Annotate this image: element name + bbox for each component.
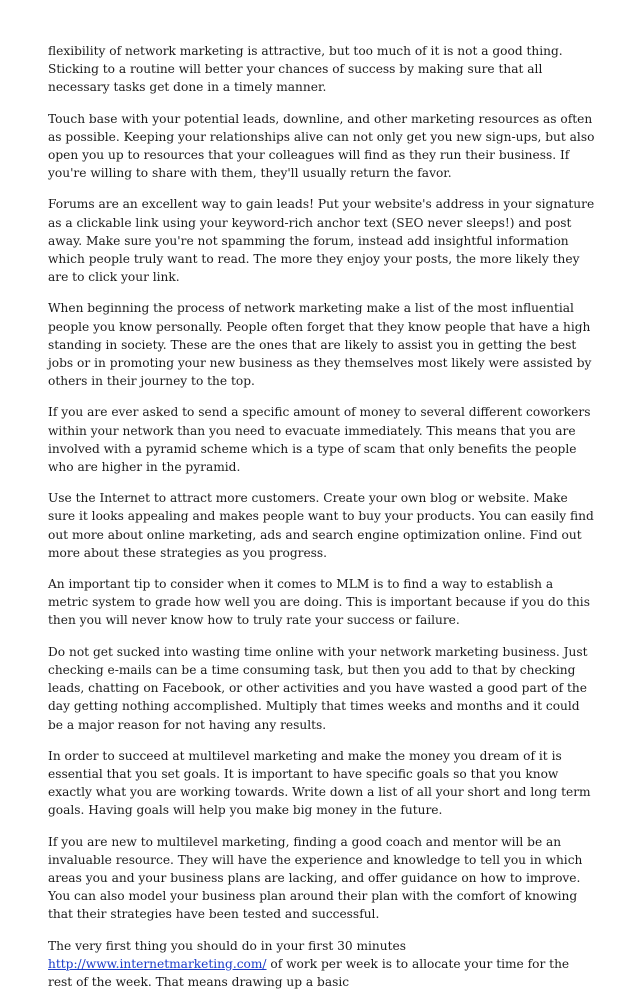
paragraph: Do not get sucked into wasting time online with your network marketing business. Just checking e-mails can be a time consuming task, but then you add to that by checking leads, chatting on Facebook, or other activities and you have wasted a good part of the day getting nothing accomplished. Multiply that times weeks and months and it could be a major reason for not having any results. <box>48 644 588 732</box>
last-paragraph-text-after-link: of work per week is to allocate your time for the rest of the week. That means drawing up a basic <box>48 956 570 989</box>
last-paragraph-text-before-link: The very first thing you should do in your first 30 minutes <box>48 938 406 953</box>
paragraph: Use the Internet to attract more customers. Create your own blog or website. Make sure it looks appealing and makes people want to buy your products. You can easily find out more about online marketing, ads and search engine optimization online. Find out more about these strategies as you progress. <box>48 491 594 560</box>
paragraph: Forums are an excellent way to gain leads! Put your website's address in your signature as a clickable link using your keyword-rich anchor text (SEO never sleeps!) and post away. Make sure you're not spamming the forum, instead add insightful information which people truly want to read. The more they enjoy your posts, the more likely they are to click your link. <box>48 197 595 285</box>
paragraph: flexibility of network marketing is attractive, but too much of it is not a good thing. Sticking to a routine will better your chances of success by making sure that all necessary tasks get done in a timely manner. <box>48 44 563 95</box>
internet-marketing-link[interactable]: http://www.internetmarketing.com/ <box>48 956 267 971</box>
paragraph: Touch base with your potential leads, downline, and other marketing resources as often as possible. Keeping your relationships alive can not only get you new sign-ups, but also open you up to resources that your colleagues will find as they run their business. If you're willing to share with them, they'll usually return the favor. <box>48 111 595 181</box>
paragraph: In order to succeed at multilevel marketing and make the money you dream of it is essential that you set goals. It is important to have specific goals so that you know exactly what you are working towards. Write down a list of all your short and long term goals. Having goals will help you make big money in the future. <box>48 748 591 818</box>
paragraph: When beginning the process of network marketing make a list of the most influential people you know personally. People often forget that they know people that have a high standing in society. These are the ones that are likely to assist you in getting the best jobs or in promoting your new business as they themselves most likely were assisted by others in their journey to the top. <box>48 301 592 389</box>
last-paragraph <box>48 937 596 992</box>
paragraph: If you are ever asked to send a specific amount of money to several different coworkers within your network than you need to evacuate immediately. This means that you are involved with a pyramid scheme which is a type of scam that only benefits the people who are higher in the pyramid. <box>48 405 591 475</box>
paragraph: If you are new to multilevel marketing, finding a good coach and mentor will be an invaluable resource. They will have the experience and knowledge to tell you in which areas you and your business plans are lacking, and offer guidance on how to improve. You can also model your business plan around their plan with the comfort of knowing that their strategies have been tested and successful. <box>48 834 583 922</box>
paragraph: An important tip to consider when it comes to MLM is to find a way to establish a metric system to grade how well you are doing. This is important because if you do this then you will never know how to truly rate your success or failure. <box>48 577 590 628</box>
document-body <box>48 42 596 1004</box>
